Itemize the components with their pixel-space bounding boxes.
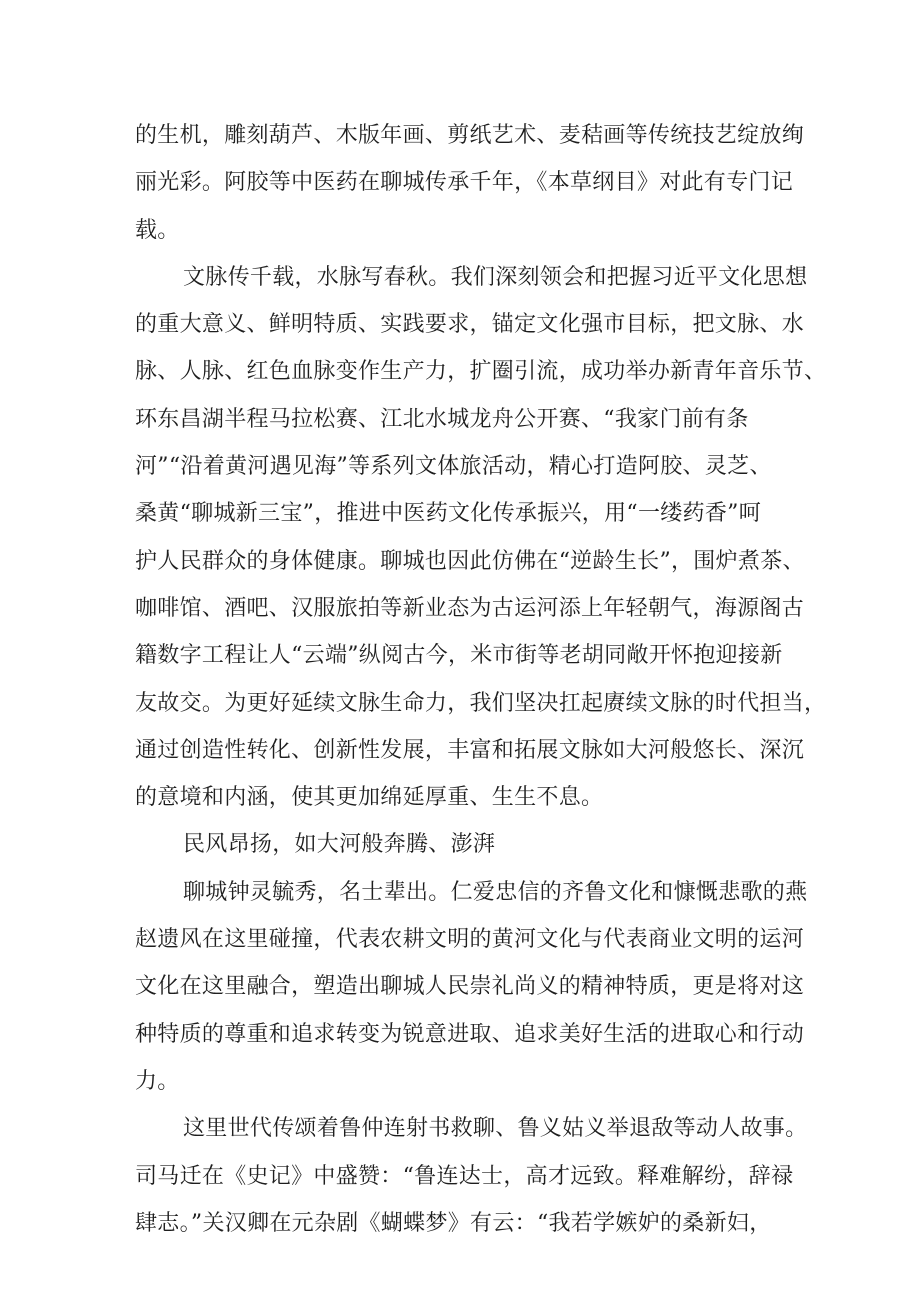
text-line: 通过创造性转化、创新性发展，丰富和拓展文脉如大河般悠长、深沉 [135,737,805,763]
text-line: 文化在这里融合，塑造出聊城人民崇礼尚义的精神特质，更是将对这 [135,974,805,1000]
section-heading: 民风昂扬，如大河般奔腾、澎湃 [183,832,496,858]
text-line: 护人民群众的身体健康。聊城也因此仿佛在“逆龄生长”，围炉煮茶、 [135,548,805,574]
text-line: 种特质的尊重和追求转变为锐意进取、追求美好生活的进取心和行动 [135,1021,805,1047]
text-line: 司马迁在《史记》中盛赞：“鲁连达士，高才远致。释难解纷，辞禄 [135,1163,794,1189]
text-line: 赵遗风在这里碰撞，代表农耕文明的黄河文化与代表商业文明的运河 [135,927,805,953]
text-line: 丽光彩。阿胶等中医药在聊城传承千年，《本草纲目》对此有专门记 [135,170,794,196]
text-line: 的生机，雕刻葫芦、木版年画、剪纸艺术、麦秸画等传统技艺绽放绚 [135,123,805,148]
text-line: 的意境和内涵，使其更加绵延厚重、生生不息。 [135,785,604,811]
text-line: 友故交。为更好延续文脉生命力，我们坚决扛起赓续文脉的时代担当， [135,690,827,716]
text-line: 载。 [135,217,180,243]
text-line: 桑黄“聊城新三宝”，推进中医药文化传承振兴，用“一缕药香”呵 [135,501,761,527]
text-line: 咖啡馆、酒吧、汉服旅拍等新业态为古运河添上年轻朝气，海源阁古 [135,595,805,621]
text-line: 河”“沿着黄河遇见海”等系列文体旅活动，精心打造阿胶、灵芝、 [135,454,772,480]
document-body [135,112,827,1247]
text-line: 环东昌湖半程马拉松赛、江北水城龙舟公开赛、“我家门前有条 [135,406,749,432]
text-line: 肆志。”关汉卿在元杂剧《蝴蝶梦》有云：“我若学嫉妒的桑新妇， [135,1210,772,1236]
paragraph-start-line: 聊城钟灵毓秀，名士辈出。仁爱忠信的齐鲁文化和慷慨悲歌的燕 [183,879,808,905]
paragraph-start-line: 这里世代传颂着鲁仲连射书救聊、鲁义姑义举退敌等动人故事。 [183,1116,808,1142]
text-line: 力。 [135,1068,180,1094]
paragraph-start-line: 文脉传千载，水脉写春秋。我们深刻领会和把握习近平文化思想 [183,264,808,290]
text-line: 的重大意义、鲜明特质、实践要求，锚定文化强市目标，把文脉、水 [135,312,805,338]
text-line: 籍数字工程让人“云端”纵阅古今，米市街等老胡同敞开怀抱迎接新 [135,643,783,669]
text-line: 脉、人脉、红色血脉变作生产力，扩圈引流，成功举办新青年音乐节、 [135,359,827,385]
